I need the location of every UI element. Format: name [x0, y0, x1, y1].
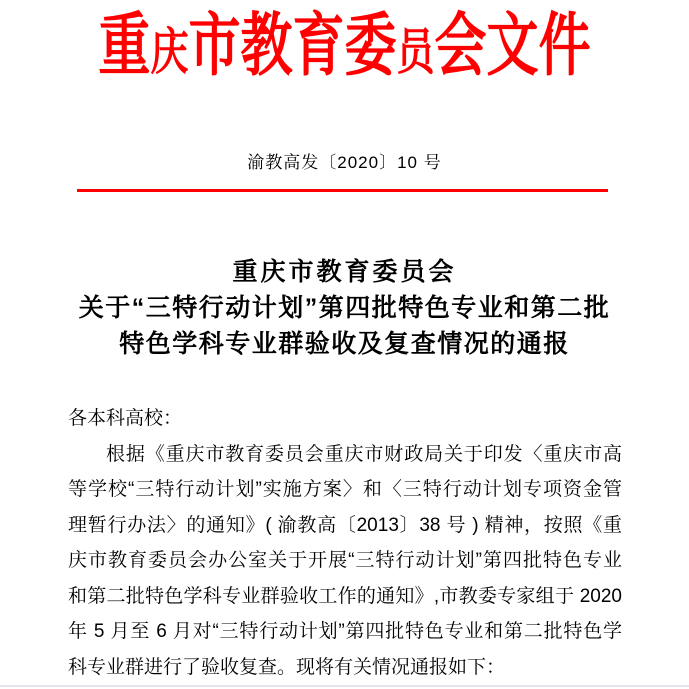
- letterhead-char: 教: [240, 8, 293, 85]
- title-line: 关于“三特行动计划”第四批特色专业和第二批: [78, 294, 611, 322]
- page-bottom-edge-line: [0, 685, 689, 687]
- letterhead-char: 育: [292, 8, 345, 85]
- paragraph-line: 理暂行办法〉的通知》( 渝教高〔2013〕38 号 ) 精神，按照《重: [68, 514, 622, 536]
- document-title: [0, 254, 689, 362]
- paragraph-line: 等学校“三特行动计划”实施方案〉和〈三特行动计划专项资金管: [68, 479, 622, 500]
- letterhead-char: 会: [434, 8, 487, 85]
- paragraph-line: 年 5 月至 6 月对“三特行动计划”第四批特色专业和第二批特色学: [68, 621, 622, 642]
- title-line: 重庆市教育委员会: [232, 258, 457, 286]
- document-number: 渝教高发〔2020〕10 号: [247, 153, 442, 172]
- paragraph-line: 和第二批特色学科专业群验收工作的通知》,市教委专家组于 2020: [68, 585, 622, 607]
- letterhead-char: 件: [538, 8, 591, 85]
- document-body: [68, 401, 622, 685]
- salutation: 各本科高校：: [68, 408, 183, 429]
- paragraph-line: 庆市教育委员会办公室关于开展“三特行动计划”第四批特色专业: [68, 550, 622, 571]
- title-line: 特色学科专业群验收及复查情况的通报: [119, 330, 570, 358]
- letterhead-char: 委: [344, 8, 397, 85]
- red-letterhead: [0, 8, 689, 85]
- red-divider-line: [77, 189, 608, 192]
- letterhead-char: 文: [486, 8, 539, 85]
- letterhead-char: 员: [396, 25, 435, 81]
- letterhead-char: 重: [98, 8, 151, 85]
- paragraph-line: 科专业群进行了验收复查。现将有关情况通报如下：: [68, 656, 506, 678]
- letterhead-char: 庆: [150, 25, 189, 81]
- letterhead-char: 市: [188, 8, 241, 85]
- paragraph-line: 根据《重庆市教育委员会重庆市财政局关于印发〈重庆市高: [106, 443, 622, 465]
